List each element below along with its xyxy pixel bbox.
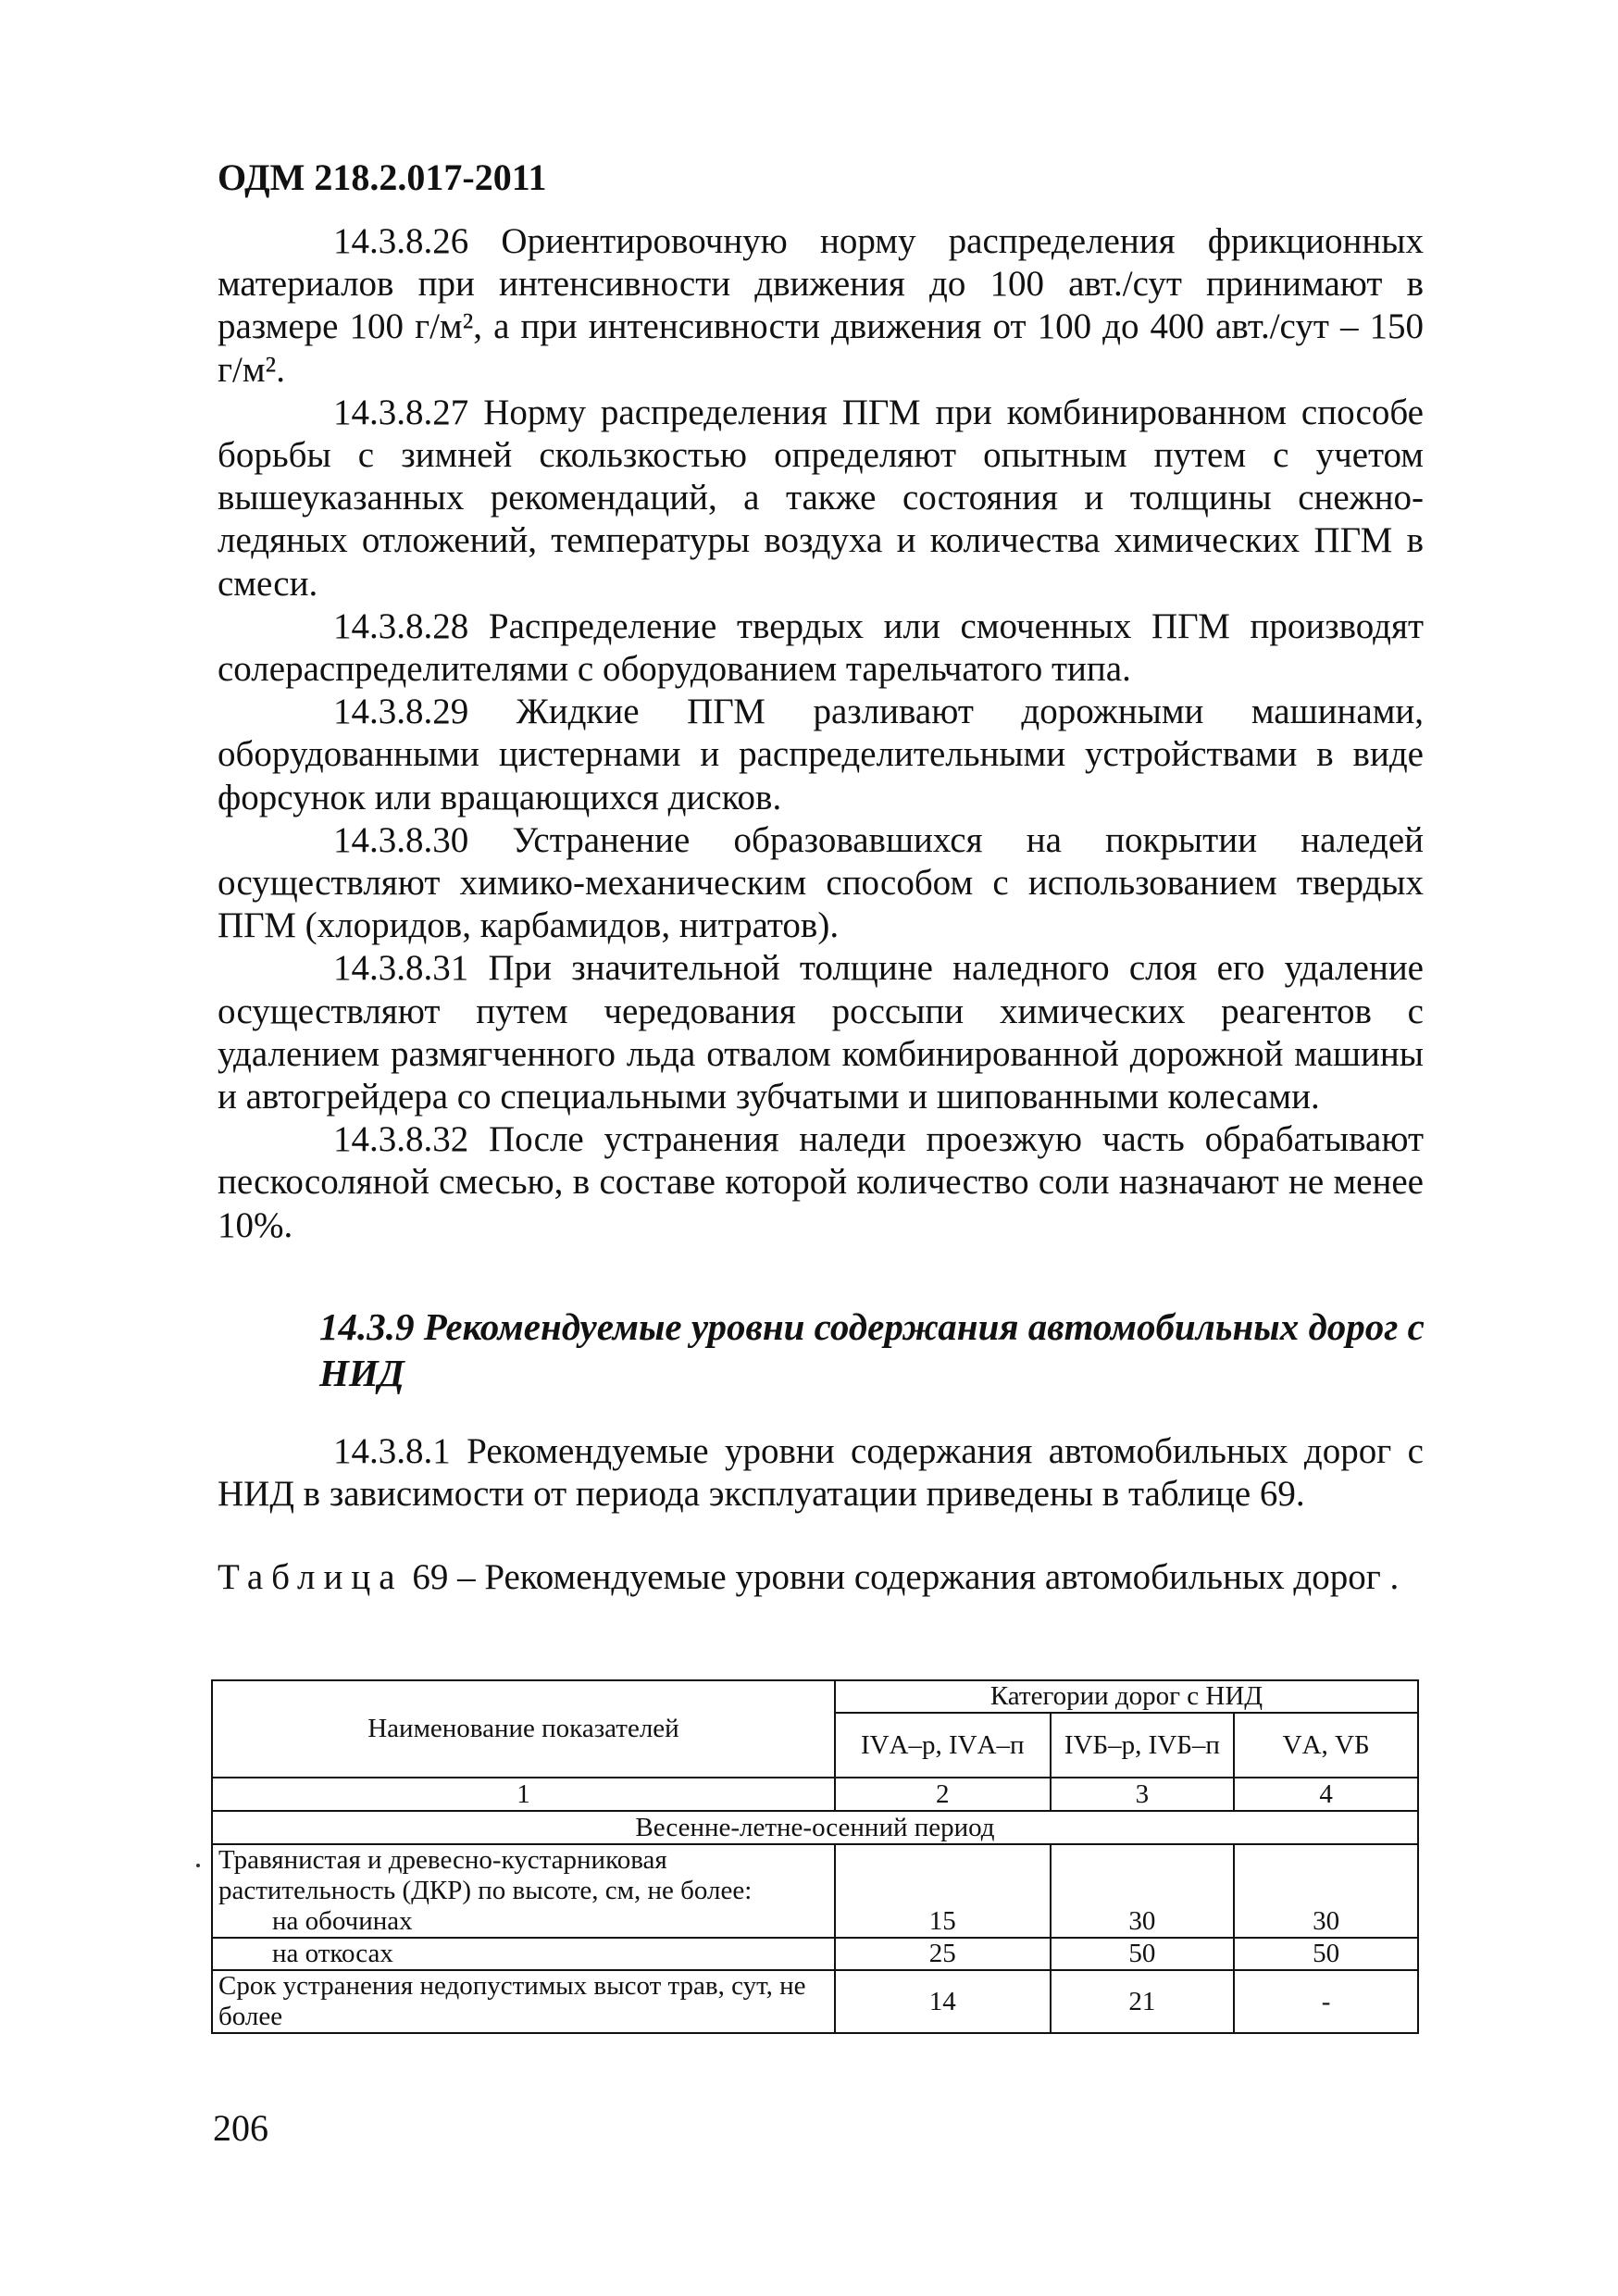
table-row (212, 1844, 1418, 1938)
table-caption-text: 69 – Рекомендуемые уровни содержания автомобильных дорог . (412, 1557, 1400, 1597)
table-cell: 4 (1234, 1778, 1418, 1811)
table-caption (218, 1555, 1424, 1600)
table-header-ivb: IVБ–р, IVБ–п (1051, 1713, 1235, 1778)
section-paragraph: 14.3.8.1 Рекомендуемые уровни содержания автомобильных дорог с НИД в зависимости от периода эксплуатации приведены в таблице 69. (218, 1431, 1424, 1515)
table-cell: 30 (1051, 1844, 1235, 1938)
table-cell: 1 (212, 1778, 835, 1811)
paragraph-14-3-8-26: 14.3.8.26 Ориентировочную норму распределения фрикционных материалов при интенсивности движения до 100 авт./сут принимают в размере 100 г/м², а при интенсивности движения от 100 до 400 авт./сут – 150 г/м². (218, 221, 1424, 390)
table-cell-label (212, 1844, 835, 1938)
table-cell: 30 (1234, 1844, 1418, 1938)
table-69 (211, 1679, 1419, 2034)
section-heading: 14.3.9 Рекомендуемые уровни содержания автомобильных дорог с НИД (319, 1305, 1425, 1394)
table-row-column-numbers (212, 1778, 1418, 1811)
document-id-header: ОДМ 218.2.017-2011 (218, 156, 547, 198)
row-vegetation-label: Травянистая и древесно-кустарниковая растительность (ДКР) по высоте, см, не более: (218, 1845, 753, 1905)
table-section-row: Весенне-летне-осенний период (212, 1811, 1418, 1844)
paragraph-14-3-8-28: 14.3.8.28 Распределение твердых или смоченных ПГМ производят солераспределителями с оборудованием тарельчатого типа. (218, 605, 1424, 690)
sub-label-slopes: на откосах (272, 1939, 393, 1968)
table-row (212, 1970, 1418, 2033)
table-cell: 15 (835, 1844, 1051, 1938)
table-cell: 3 (1051, 1778, 1235, 1811)
scan-speck (196, 1864, 200, 1867)
paragraph-14-3-8-32: 14.3.8.32 После устранения наледи проезжую часть обрабатывают пескосоляной смесью, в составе которой количество соли назначают не менее 10%. (218, 1119, 1424, 1245)
table-cell: 2 (835, 1778, 1051, 1811)
table-cell: 21 (1051, 1970, 1235, 2033)
page-number: 206 (213, 2107, 268, 2149)
table-header-v: VА, VБ (1234, 1713, 1418, 1778)
table-row (212, 1938, 1418, 1970)
paragraph-14-3-8-30: 14.3.8.30 Устранение образовавшихся на покрытии наледей осуществляют химико-механическим способом с использованием твердых ПГМ (хлоридов, карбамидов, нитратов). (218, 819, 1424, 946)
table-caption-label: Таблица (218, 1557, 404, 1597)
table-cell: 50 (1051, 1938, 1235, 1970)
sub-label-shoulders: на обочинах (272, 1906, 413, 1936)
table-cell: 25 (835, 1938, 1051, 1970)
paragraph-14-3-8-29: 14.3.8.29 Жидкие ПГМ разливают дорожными машинами, оборудованными цистернами и распределительными устройствами в виде форсунок или вращающихся дисков. (218, 692, 1424, 817)
table-header-iva: IVА–р, IVА–п (835, 1713, 1051, 1778)
body-text-block (218, 220, 1424, 1247)
table-cell: 14 (835, 1970, 1051, 2033)
paragraph-14-3-8-27: 14.3.8.27 Норму распределения ПГМ при комбинированном способе борьбы с зимней скользкостью определяют опытным путем с учетом вышеуказанных рекомендаций, а также состояния и толщины снежно-ледяных отложений, температуры воздуха и количества химических ПГМ в смеси. (218, 392, 1424, 604)
table-cell: 50 (1234, 1938, 1418, 1970)
paragraph-14-3-8-31: 14.3.8.31 При значительной толщине наледного слоя его удаление осуществляют путем чередования россыпи химических реагентов с удалением размягченного льда отвалом комбинированной дорожной машины и автогрейдера со специальными зубчатыми и шипованными колесами. (218, 948, 1424, 1117)
table-cell: - (1234, 1970, 1418, 2033)
row-removal-term-label: Срок устранения недопустимых высот трав, сут, не более (212, 1970, 835, 2033)
table-cell-label (212, 1938, 835, 1970)
table-header-indicators: Наименование показателей (212, 1680, 835, 1778)
table-header-categories: Категории дорог с НИД (835, 1680, 1418, 1713)
